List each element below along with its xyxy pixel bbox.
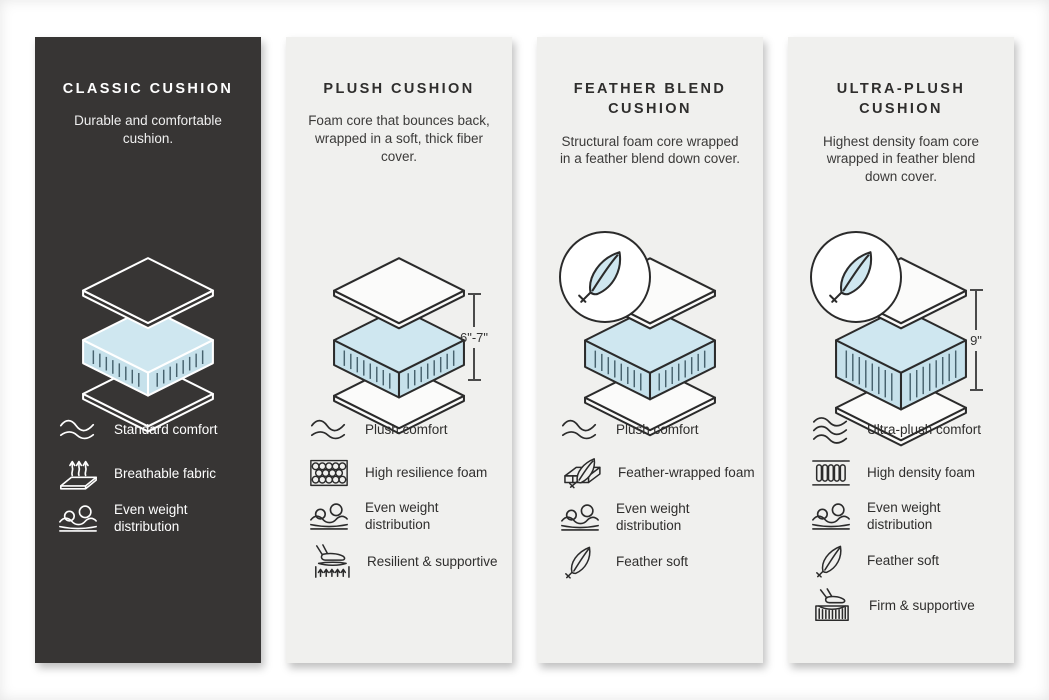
feather-icon — [810, 544, 852, 578]
column-feather-blend — [537, 37, 763, 663]
foot-on-coils-icon — [810, 588, 854, 624]
feature-label: Breathable fabric — [114, 465, 217, 481]
ruler-line — [473, 295, 475, 327]
measurement-label: 9" — [970, 332, 982, 348]
feature-item — [308, 499, 504, 534]
feature-label: Feather-wrapped foam — [618, 465, 755, 481]
wavy-lines-icon — [57, 415, 99, 444]
wavy-lines-icon — [559, 415, 601, 444]
feature-label: Even weight distribution — [114, 502, 188, 535]
feature-item — [57, 501, 253, 536]
feather-wrapped-foam-icon — [559, 456, 603, 490]
even-weight-distribution-icon — [308, 501, 350, 532]
wavy-lines-icon — [308, 415, 350, 444]
feature-label: Even weight distribution — [867, 500, 941, 533]
column-description: Structural foam core wrapped in a feather blend down cover. — [559, 133, 741, 167]
feature-label: Ultra-plush comfort — [867, 421, 982, 437]
cushion-columns — [35, 37, 1014, 663]
feature-item — [559, 500, 755, 535]
ruler-cap — [970, 389, 983, 391]
ruler-line — [473, 348, 475, 380]
feature-item — [559, 545, 755, 579]
feature-label: Even weight distribution — [365, 500, 439, 533]
even-weight-distribution-icon — [810, 501, 852, 532]
column-description: Highest density foam core wrapped in feather blend down cover. — [822, 133, 980, 185]
feature-label: High resilience foam — [365, 464, 488, 480]
column-plush — [286, 37, 512, 663]
feature-list — [308, 413, 504, 590]
feature-label: High density foam — [867, 464, 976, 480]
height-measurement — [452, 293, 496, 381]
even-weight-distribution-icon — [57, 503, 99, 534]
feature-label: Feather soft — [616, 553, 689, 569]
feature-label: Resilient & supportive — [367, 553, 498, 569]
breathable-fabric-icon — [57, 456, 99, 491]
column-classic — [35, 37, 261, 663]
feature-list — [559, 413, 755, 589]
feature-label: Feather soft — [867, 552, 940, 568]
feature-item — [559, 413, 755, 446]
triple-wavy-lines-icon — [810, 414, 852, 445]
feature-item — [559, 456, 755, 490]
column-description: Foam core that bounces back, wrapped in a soft, thick fiber cover. — [308, 113, 490, 164]
ruler-line — [975, 291, 977, 330]
height-measurement — [954, 289, 998, 391]
feature-label: Plush comfort — [365, 421, 448, 437]
feature-list — [810, 413, 1006, 634]
high-density-foam-icon — [810, 456, 852, 489]
feature-item — [810, 588, 1006, 624]
column-title: PLUSH CUSHION — [323, 81, 475, 97]
feature-item — [308, 413, 504, 446]
feature-item — [810, 456, 1006, 489]
measurement-label: 6"-7" — [459, 329, 489, 345]
feature-list — [57, 413, 253, 546]
feature-item — [308, 456, 504, 489]
feather-badge-icon — [810, 231, 902, 323]
feature-label: Firm & supportive — [869, 597, 975, 613]
feature-label: Plush comfort — [616, 421, 699, 437]
feature-label: Even weight distribution — [616, 501, 690, 534]
even-weight-distribution-icon — [559, 502, 601, 533]
column-ultra — [788, 37, 1014, 663]
foot-on-cushion-arrows-icon — [308, 544, 352, 580]
feature-item — [810, 413, 1006, 446]
column-title: ULTRA-PLUSH CUSHION — [836, 81, 966, 118]
ruler-cap — [468, 379, 481, 381]
feather-icon — [559, 545, 601, 579]
feature-item — [308, 544, 504, 580]
honeycomb-foam-icon — [308, 456, 350, 489]
feature-label: Standard comfort — [114, 421, 218, 437]
feather-badge-icon — [559, 231, 651, 323]
feature-item — [57, 456, 253, 491]
feature-item — [810, 544, 1006, 578]
column-title: FEATHER BLEND CUSHION — [573, 81, 727, 118]
column-title: CLASSIC CUSHION — [62, 81, 234, 97]
column-description: Durable and comfortable cushion. — [74, 113, 222, 147]
ruler-line — [975, 351, 977, 390]
feature-item — [810, 499, 1006, 534]
feature-item — [57, 413, 253, 446]
